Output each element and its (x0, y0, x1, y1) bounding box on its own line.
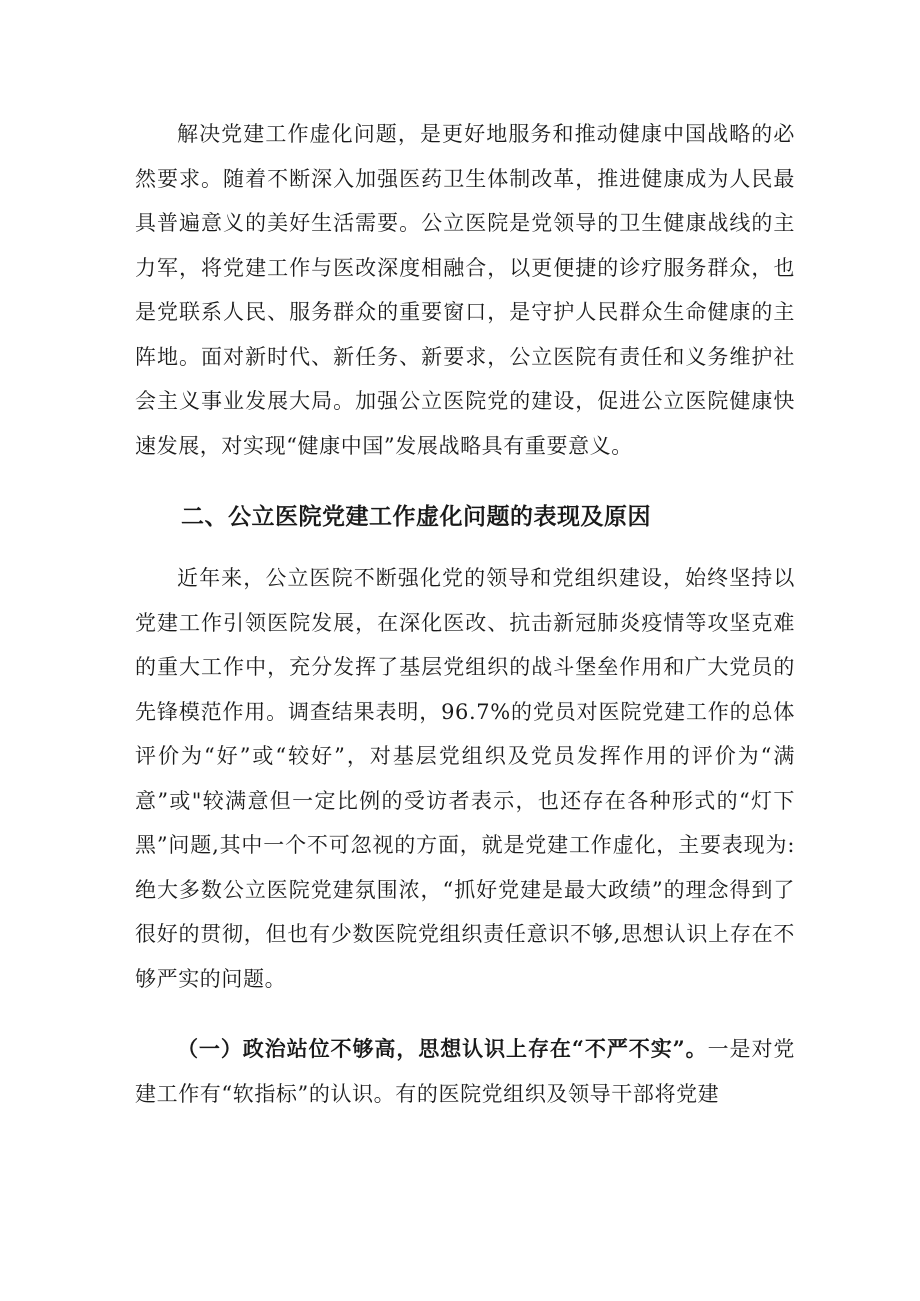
paragraph-3-text: 一是对党建工作有“软指标”的认识。有的医院党组织及领导干部将党建 (135, 1037, 796, 1106)
paragraph-2: 近年来，公立医院不断强化党的领导和党组织建设，始终坚持以党建工作引领医院发展，在深化医改、抗击新冠肺炎疫情等攻坚克难的重大工作中，充分发挥了基层党组织的战斗堡垒作用和广大党员的先锋模范作用。调查结果表明，96.7%的党员对医院党建工作的总体评价为“好”或“较好”，对基层党组织及党员发挥作用的评价为“满意”或"较满意但一定比例的受访者表示，也还存在各种形式的“灯下黑”问题,其中一个不可忽视的方面，就是党建工作虚化，主要表现为:绝大多数公立医院党建氛围浓，“抓好党建是最大政绩”的理念得到了很好的贯彻，但也有少数医院党组织责任意识不够,思想认识上存在不够严实的问题。 (135, 566, 795, 991)
spacer (135, 1001, 795, 1027)
subsection-heading-1: （一）政治站位不够高，思想认识上存在“不严不实”。 (177, 1036, 708, 1061)
section-heading-2: 二、公立医院党建工作虚化问题的表现及原因 (181, 504, 651, 530)
spacer (135, 468, 795, 495)
document-page (135, 112, 795, 1116)
spacer (135, 539, 795, 556)
paragraph-1: 解决党建工作虚化问题，是更好地服务和推动健康中国战略的必然要求。随着不断深入加强医药卫生体制改革，推进健康成为人民最具普遍意义的美好生活需要。公立医院是党领导的卫生健康战线的主力军，将党建工作与医改深度相融合，以更便捷的诊疗服务群众，也是党联系人民、服务群众的重要窗口，是守护人民群众生命健康的主阵地。面对新时代、新任务、新要求，公立医院有责任和义务维护社会主义事业发展大局。加强公立医院党的建设，促进公立医院健康快速发展，对实现“健康中国”发展战略具有重要意义。 (135, 122, 795, 458)
paragraph-3 (135, 1027, 795, 1116)
